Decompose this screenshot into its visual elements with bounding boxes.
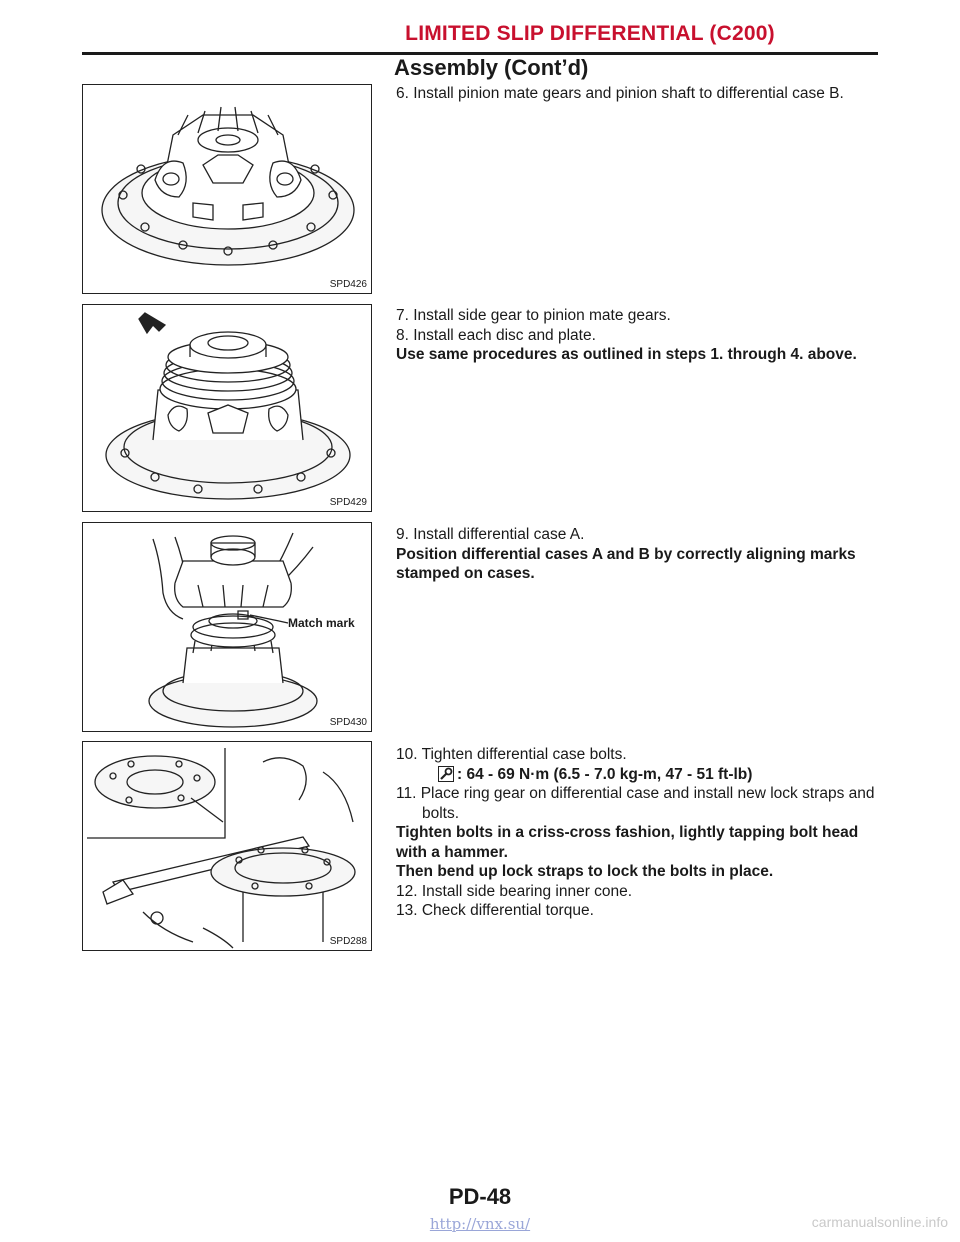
case-alignment-illustration <box>83 523 373 733</box>
section-title: LIMITED SLIP DIFFERENTIAL (C200) <box>405 22 775 45</box>
figure-spd426 <box>82 84 372 294</box>
step-12: 12. Install side bearing inner cone. <box>396 882 633 900</box>
disc-plate-stack-illustration <box>83 305 373 513</box>
note-same-procedure: Use same procedures as outlined in steps 1. through 4. above. <box>396 346 857 363</box>
figure-spd429 <box>82 304 372 512</box>
wrench-icon <box>438 766 454 782</box>
footer-link[interactable]: http://vnx.su/ <box>429 1215 531 1233</box>
step-13: 13. Check differential torque. <box>396 902 594 919</box>
torque-spec: : 64 - 69 N·m (6.5 - 7.0 kg-m, 47 - 51 ft-lb) <box>457 765 753 783</box>
step-7: 7. Install side gear to pinion mate gears. <box>396 307 671 324</box>
torque-wrench-illustration <box>83 742 373 952</box>
torque-spec-row <box>396 765 882 785</box>
figure-spd430 <box>82 522 372 732</box>
note-criss-cross: Tighten bolts in a criss-cross fashion, lightly tapping bolt head with a hammer. <box>396 824 859 861</box>
step-9: 9. Install differential case A. <box>396 526 585 543</box>
figure-code: SPD426 <box>329 279 367 290</box>
step-10: 10. Tighten differential case bolts. <box>396 746 627 763</box>
step-block-2 <box>396 306 882 365</box>
step-11: 11. Place ring gear on differential case and install new lock straps and bolts. <box>396 785 875 822</box>
figure-code: SPD430 <box>329 717 367 728</box>
figure-code: SPD288 <box>329 936 367 947</box>
note-lock-straps: Then bend up lock straps to lock the bolts in place. <box>396 863 774 880</box>
note-align-marks: Position differential cases A and B by correctly aligning marks stamped on cases. <box>396 545 856 582</box>
step-block-1 <box>396 84 882 104</box>
match-mark-label: Match mark <box>288 616 355 630</box>
differential-case-b-illustration <box>83 85 373 295</box>
watermark: carmanualsonline.info <box>811 1214 948 1230</box>
step-8: 8. Install each disc and plate. <box>396 326 596 344</box>
figure-code: SPD429 <box>329 497 367 508</box>
page-number: PD-48 <box>448 1184 512 1209</box>
subtitle: Assembly (Cont’d) <box>394 55 589 80</box>
step-6: 6. Install pinion mate gears and pinion shaft to differential case B. <box>396 85 844 102</box>
step-block-3 <box>396 525 882 584</box>
figure-spd288 <box>82 741 372 951</box>
step-block-4 <box>396 745 882 921</box>
